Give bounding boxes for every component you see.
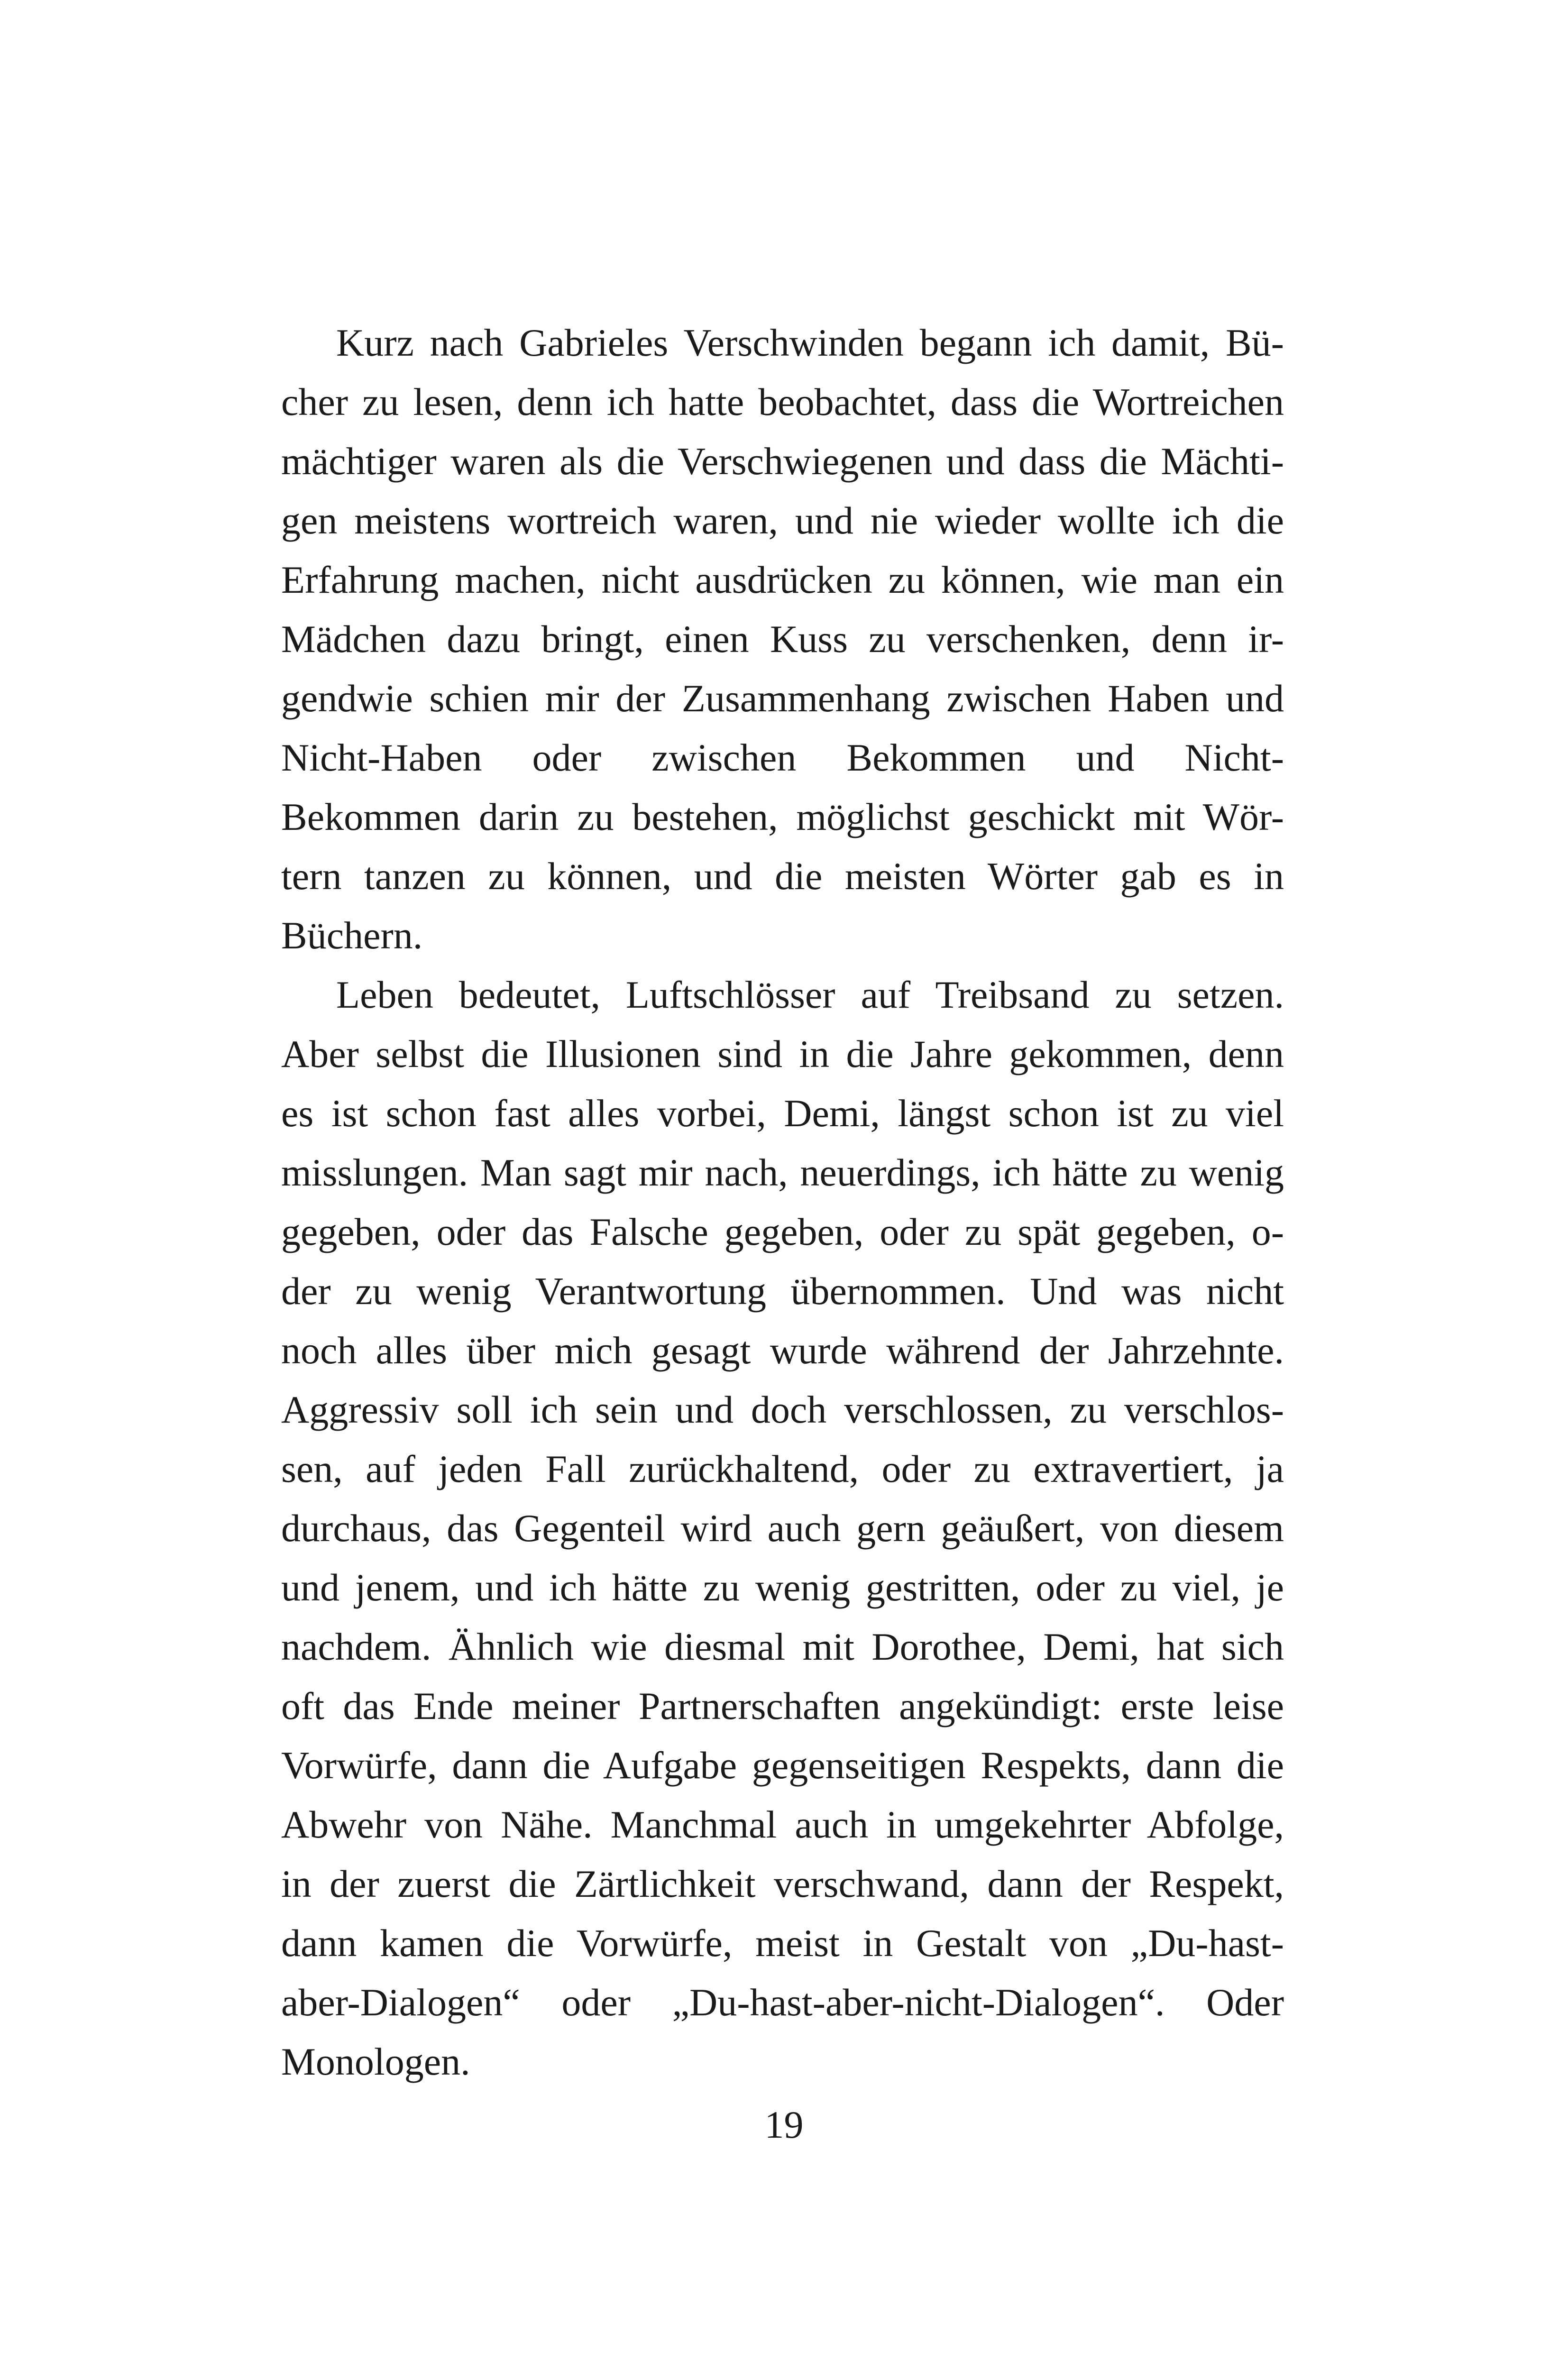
text-line: Kurz nach Gabrieles Verschwinden begann ich damit, Bü- bbox=[336, 321, 1284, 364]
text-line: dann kamen die Vorwürfe, meist in Gestalt von „Du-hast- bbox=[281, 1921, 1284, 1965]
text-line: Leben bedeutet, Luftschlösser auf Treibsand zu setzen. bbox=[336, 973, 1284, 1016]
body-text bbox=[281, 313, 1284, 2091]
text-line: Aber selbst die Illusionen sind in die Jahre gekommen, denn bbox=[281, 1032, 1284, 1075]
text-line: Mädchen dazu bringt, einen Kuss zu verschenken, denn ir- bbox=[281, 617, 1284, 661]
text-line: nachdem. Ähnlich wie diesmal mit Dorothee, Demi, hat sich bbox=[281, 1625, 1284, 1668]
text-line: Büchern. bbox=[281, 914, 423, 957]
text-line: Monologen. bbox=[281, 2040, 470, 2083]
text-line: sen, auf jeden Fall zurückhaltend, oder zu extravertiert, ja bbox=[281, 1447, 1284, 1490]
paragraph-1 bbox=[281, 313, 1284, 965]
text-line: Aggressiv soll ich sein und doch verschlossen, zu verschlos- bbox=[281, 1388, 1284, 1431]
text-line: noch alles über mich gesagt wurde während der Jahrzehnte. bbox=[281, 1329, 1284, 1372]
text-line: tern tanzen zu können, und die meisten Wörter gab es in bbox=[281, 855, 1284, 898]
text-line: mächtiger waren als die Verschwiegenen und dass die Mächti- bbox=[281, 440, 1284, 483]
text-line: cher zu lesen, denn ich hatte beobachtet, dass die Wortreichen bbox=[281, 380, 1284, 423]
text-line: Bekommen darin zu bestehen, möglichst geschickt mit Wör- bbox=[281, 795, 1284, 838]
text-line: gendwie schien mir der Zusammenhang zwischen Haben und bbox=[281, 677, 1284, 720]
text-line: in der zuerst die Zärtlichkeit verschwand, dann der Respekt, bbox=[281, 1862, 1284, 1905]
text-line: aber-Dialogen“ oder „Du-hast-aber-nicht-Dialogen“. Oder bbox=[281, 1981, 1284, 2024]
text-line: der zu wenig Verantwortung übernommen. Und was nicht bbox=[281, 1269, 1284, 1313]
text-line: es ist schon fast alles vorbei, Demi, längst schon ist zu viel bbox=[281, 1092, 1284, 1135]
text-line: misslungen. Man sagt mir nach, neuerdings, ich hätte zu wenig bbox=[281, 1151, 1284, 1194]
text-line: Nicht-Haben oder zwischen Bekommen und Nicht- bbox=[281, 736, 1284, 779]
text-line: gen meistens wortreich waren, und nie wieder wollte ich die bbox=[281, 499, 1284, 542]
paragraph-2 bbox=[281, 965, 1284, 2091]
text-line: durchaus, das Gegenteil wird auch gern geäußert, von diesem bbox=[281, 1507, 1284, 1550]
text-line: Erfahrung machen, nicht ausdrücken zu können, wie man ein bbox=[281, 558, 1284, 601]
text-line: oft das Ende meiner Partnerschaften angekündigt: erste leise bbox=[281, 1684, 1284, 1728]
text-line: und jenem, und ich hätte zu wenig gestritten, oder zu viel, je bbox=[281, 1566, 1284, 1609]
page-number: 19 bbox=[764, 2103, 804, 2146]
text-line: gegeben, oder das Falsche gegeben, oder zu spät gegeben, o- bbox=[281, 1210, 1284, 1253]
text-line: Abwehr von Nähe. Manchmal auch in umgekehrter Abfolge, bbox=[281, 1803, 1284, 1846]
text-line: Vorwürfe, dann die Aufgabe gegenseitigen Respekts, dann die bbox=[281, 1744, 1284, 1787]
